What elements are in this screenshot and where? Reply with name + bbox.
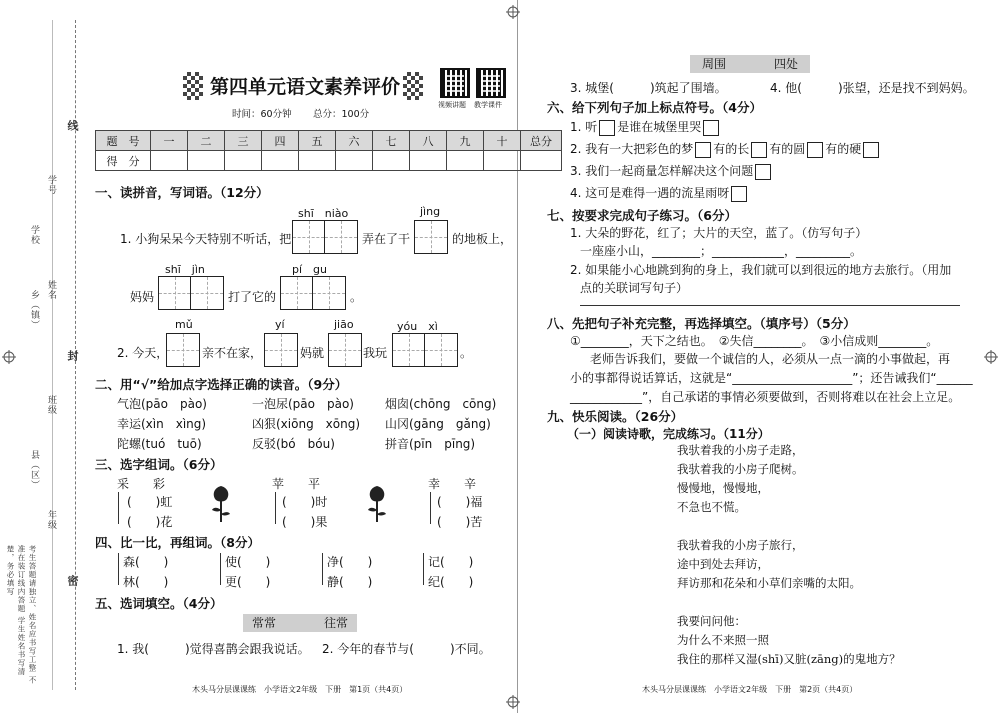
poem bbox=[677, 441, 901, 669]
score-table-score-row bbox=[96, 151, 562, 171]
registration-mark-icon bbox=[2, 350, 16, 364]
registration-mark-icon bbox=[506, 5, 520, 19]
section-7-heading: 七、按要求完成句子练习。（6分） bbox=[547, 208, 737, 223]
score-cell[interactable] bbox=[225, 151, 262, 171]
pinyin-pigu: pí gu bbox=[292, 263, 327, 276]
fill-item[interactable]: ( )果 bbox=[282, 515, 328, 529]
field-school: 学校 bbox=[29, 225, 39, 245]
pinyin-youxi: yóu xì bbox=[397, 320, 438, 333]
s7-question-1: 1. 大朵的野花，红了；大片的天空，蓝了。（仿写句子） bbox=[570, 226, 868, 240]
field-class: 班级 bbox=[46, 395, 56, 415]
score-table-header-row bbox=[96, 131, 562, 151]
score-header-cell: 七 bbox=[373, 131, 410, 151]
section-6-heading: 六、给下列句子加上标点符号。（4分） bbox=[547, 100, 762, 115]
score-table bbox=[95, 130, 562, 171]
s1-line3-part5: 。 bbox=[460, 346, 473, 360]
s6-q4-text: 4. 这可是难得一遇的流星雨呀 bbox=[570, 186, 730, 200]
poem-line: 我要问问他： bbox=[677, 614, 746, 628]
poem-line bbox=[677, 517, 901, 536]
compare-item[interactable]: 纪( ) bbox=[428, 575, 474, 589]
pronunciation-item[interactable]: 气泡(pāo pào) bbox=[117, 397, 207, 411]
s8-passage-2[interactable]: 小的事都得说话算话，这就是“____________________”；还告诫我们“______ bbox=[570, 371, 973, 385]
char-pair-cai: 采 彩 bbox=[117, 477, 166, 491]
pinyin-yi: yí bbox=[275, 318, 285, 331]
s6-q3-text: 3. 我们一起商量怎样解决这个问题 bbox=[570, 164, 754, 178]
score-header-cell: 题 号 bbox=[96, 131, 151, 151]
compare-item[interactable]: 记( ) bbox=[428, 555, 474, 569]
fill-item[interactable]: ( )福 bbox=[437, 495, 483, 509]
score-header-cell: 总分 bbox=[521, 131, 562, 151]
answer-box-shijin[interactable] bbox=[158, 276, 224, 310]
section-4-heading: 四、比一比，再组词。（8分） bbox=[95, 535, 260, 550]
compare-item[interactable]: 森( ) bbox=[123, 555, 169, 569]
section-9-heading: 九、快乐阅读。（26分） bbox=[547, 409, 684, 424]
compare-item[interactable]: 净( ) bbox=[327, 555, 373, 569]
s1-line2-part1: 妈妈 bbox=[130, 290, 155, 304]
exam-total: 总分：100分 bbox=[313, 109, 370, 120]
s6-q2-text-b: 有的长 bbox=[713, 142, 750, 156]
binding-line-char: 线 bbox=[66, 120, 79, 132]
s1-line3-part2: 亲不在家， bbox=[202, 346, 263, 360]
pronunciation-item[interactable]: 凶狠(xiōng xōng) bbox=[252, 417, 361, 431]
poem-line: 拜访那和花朵和小草们亲嘴的太阳。 bbox=[677, 576, 861, 590]
field-name: 姓名 bbox=[46, 280, 56, 300]
poem-line: 慢慢地，慢慢地， bbox=[677, 481, 769, 495]
s5-question-1[interactable]: 1. 我( )觉得喜鹊会跟我说话。 bbox=[117, 642, 310, 656]
s5-question-3[interactable]: 3. 城堡( )筑起了围墙。 bbox=[570, 81, 727, 95]
field-township: 乡（镇） bbox=[29, 290, 39, 330]
exam-time: 时间：60分钟 bbox=[232, 109, 292, 120]
page-footer-left: 木头马分层课课练 小学语文2年级 下册 第1页（共4页） bbox=[192, 685, 408, 694]
rose-icon bbox=[364, 484, 390, 524]
section-1-heading: 一、读拼音，写词语。（12分） bbox=[95, 185, 269, 200]
s1-line2-part2: 打了它的 bbox=[228, 290, 277, 304]
punctuation-box[interactable] bbox=[751, 142, 767, 158]
registration-mark-icon bbox=[506, 695, 520, 709]
binding-solid-line bbox=[52, 20, 53, 690]
binding-notice: 考生答题请独立、姓名应书写工整 不准在装订线内答题 学生姓名书写清楚，务必填写 bbox=[6, 545, 37, 685]
page-footer-right: 木头马分层课课练 小学语文2年级 下册 第2页（共4页） bbox=[642, 685, 858, 694]
s1-line3-part3: 妈就 bbox=[300, 346, 325, 360]
brace-middle bbox=[275, 492, 280, 524]
poem-line: 途中到处去拜访， bbox=[677, 557, 769, 571]
s6-question-3 bbox=[570, 162, 773, 180]
s8-options[interactable]: ①________，天下之结也。 ②失信________。 ③小信成则________。 bbox=[570, 334, 939, 348]
score-cell[interactable] bbox=[299, 151, 336, 171]
score-header-cell: 二 bbox=[188, 131, 225, 151]
score-cell[interactable] bbox=[373, 151, 410, 171]
score-header-cell: 六 bbox=[336, 131, 373, 151]
char-pair-ping: 苹 平 bbox=[272, 477, 321, 491]
s6-q2-text-a: 2. 我有一大把彩色的梦 bbox=[570, 142, 694, 156]
score-cell[interactable] bbox=[262, 151, 299, 171]
s6-q1-text-b: 是谁在城堡里哭 bbox=[617, 120, 702, 134]
word-bank-2: 周围 四处 bbox=[690, 55, 810, 73]
page-divider bbox=[517, 0, 518, 713]
score-header-cell: 八 bbox=[410, 131, 447, 151]
compare-item[interactable]: 使( ) bbox=[225, 555, 271, 569]
s5-question-4[interactable]: 4. 他( )张望，还是找不到妈妈。 bbox=[770, 81, 975, 95]
score-row-label: 得 分 bbox=[96, 151, 151, 171]
pinyin-jiao: jiāo bbox=[334, 318, 354, 331]
pinyin-jing: jìng bbox=[420, 205, 441, 218]
word-bank-1: 常常 往常 bbox=[243, 614, 357, 632]
pronunciation-item[interactable]: 一泡尿(pāo pào) bbox=[252, 397, 354, 411]
s7-answer-line[interactable] bbox=[580, 305, 960, 306]
score-cell[interactable] bbox=[447, 151, 484, 171]
score-header-cell: 三 bbox=[225, 131, 262, 151]
s6-q2-text-d: 有的硬 bbox=[825, 142, 862, 156]
pronunciation-item[interactable]: 山冈(gāng gǎng) bbox=[385, 417, 491, 431]
fill-item[interactable]: ( )花 bbox=[127, 515, 173, 529]
pronunciation-item[interactable]: 幸运(xìn xìng) bbox=[117, 417, 207, 431]
compare-item[interactable]: 林( ) bbox=[123, 575, 169, 589]
punctuation-box[interactable] bbox=[807, 142, 823, 158]
pinyin-mu: mǔ bbox=[175, 318, 193, 331]
answer-box-mu[interactable] bbox=[166, 333, 200, 367]
pronunciation-item[interactable]: 反驳(bó bóu) bbox=[252, 437, 335, 451]
s1-line1-part2: 弄在了干 bbox=[362, 232, 411, 246]
fill-item[interactable]: ( )苦 bbox=[437, 515, 483, 529]
s1-line2-part3: 。 bbox=[350, 290, 363, 304]
answer-box-shiniao[interactable] bbox=[292, 220, 358, 254]
pronunciation-item[interactable]: 陀螺(tuó tuō) bbox=[117, 437, 202, 451]
poem-line: 为什么不来照一照 bbox=[677, 633, 769, 647]
punctuation-box[interactable] bbox=[863, 142, 879, 158]
rose-icon bbox=[208, 484, 234, 524]
section-9-subheading: （一）阅读诗歌，完成练习。（11分） bbox=[567, 427, 770, 441]
s7-question-2-cont: 点的关联词写句子） bbox=[580, 281, 689, 295]
poem-line: 我驮着我的小房子走路， bbox=[677, 443, 804, 457]
answer-box-pigu[interactable] bbox=[280, 276, 346, 310]
poem-line: 我驮着我的小房子旅行， bbox=[677, 538, 804, 552]
qr-label-courseware: 教学课件 bbox=[474, 101, 502, 109]
score-cell[interactable] bbox=[151, 151, 188, 171]
qr-code-courseware[interactable] bbox=[476, 68, 506, 98]
score-cell[interactable] bbox=[410, 151, 447, 171]
section-8-heading: 八、先把句子补充完整，再选择填空。（填序号）（5分） bbox=[547, 316, 856, 331]
s1-line3-part4: 我玩 bbox=[363, 346, 388, 360]
registration-mark-icon bbox=[984, 350, 998, 364]
s5-question-2[interactable]: 2. 今年的春节与( )不同。 bbox=[322, 642, 491, 656]
score-header-cell: 一 bbox=[151, 131, 188, 151]
field-county: 县（区） bbox=[29, 450, 39, 490]
s6-q1-text-a: 1. 听 bbox=[570, 120, 598, 134]
pronunciation-item[interactable]: 烟囱(chōng cōng) bbox=[385, 397, 497, 411]
s8-passage-3[interactable]: ____________”，自己承诺的事情必须要做到，否则将难以在社会上立足。 bbox=[570, 390, 961, 404]
score-header-cell: 九 bbox=[447, 131, 484, 151]
section-2-heading: 二、用“√”给加点字选择正确的读音。（9分） bbox=[95, 377, 348, 392]
fill-item[interactable]: ( )时 bbox=[282, 495, 328, 509]
char-pair-xing: 幸 辛 bbox=[428, 477, 477, 491]
punctuation-box[interactable] bbox=[695, 142, 711, 158]
field-student-id: 学号 bbox=[46, 175, 56, 195]
fill-item[interactable]: ( )虹 bbox=[127, 495, 173, 509]
answer-box-yi[interactable] bbox=[264, 333, 298, 367]
pinyin-shiniao: shī niào bbox=[298, 207, 349, 220]
section-5-heading: 五、选词填空。（4分） bbox=[95, 596, 223, 611]
punctuation-box[interactable] bbox=[703, 120, 719, 136]
score-header-cell: 四 bbox=[262, 131, 299, 151]
answer-box-jiao[interactable] bbox=[328, 333, 362, 367]
qr-code-video[interactable] bbox=[440, 68, 470, 98]
title-decoration-left bbox=[183, 72, 203, 100]
s6-question-1 bbox=[570, 118, 721, 136]
title-decoration-right bbox=[403, 72, 423, 100]
score-header-cell: 十 bbox=[484, 131, 521, 151]
s1-line1-part1: 1. 小狗呆呆今天特别不听话，把 bbox=[120, 232, 292, 246]
punctuation-box[interactable] bbox=[599, 120, 615, 136]
s6-q2-text-c: 有的圆 bbox=[769, 142, 806, 156]
answer-box-youxi[interactable] bbox=[392, 333, 458, 367]
compare-item[interactable]: 更( ) bbox=[225, 575, 271, 589]
punctuation-box[interactable] bbox=[755, 164, 771, 180]
s6-question-2 bbox=[570, 140, 881, 158]
poem-line: 我驮着我的小房子爬树。 bbox=[677, 462, 804, 476]
qr-label-video: 视频讲题 bbox=[438, 101, 466, 109]
s7-question-2: 2. 如果能小心地跳到狗的身上，我们就可以到很远的地方去旅行。（用加 bbox=[570, 263, 952, 277]
s6-question-4 bbox=[570, 184, 749, 202]
poem-line: 我住的那样又湿(shī)又脏(zāng)的鬼地方？ bbox=[677, 652, 901, 666]
field-grade: 年级 bbox=[46, 510, 56, 530]
page-title: 第四单元语文素养评价 bbox=[210, 76, 401, 98]
punctuation-box[interactable] bbox=[731, 186, 747, 202]
s8-passage-1: 老师告诉我们，要做一个诚信的人，必须从一点一滴的小事做起，再 bbox=[590, 352, 951, 366]
score-cell[interactable] bbox=[484, 151, 521, 171]
score-cell[interactable] bbox=[336, 151, 373, 171]
binding-seal-char: 封 bbox=[66, 350, 79, 362]
section-3-heading: 三、选字组词。（6分） bbox=[95, 457, 223, 472]
pinyin-shijin: shī jìn bbox=[165, 263, 205, 276]
score-cell[interactable] bbox=[521, 151, 562, 171]
s7-answer-1[interactable]: 一座座小山，________；____________，_________。 bbox=[580, 244, 863, 258]
binding-secret-char: 密 bbox=[66, 575, 79, 587]
score-cell[interactable] bbox=[188, 151, 225, 171]
brace-right bbox=[430, 492, 435, 524]
s1-line1-part3: 的地板上， bbox=[452, 232, 513, 246]
brace-left bbox=[118, 492, 123, 524]
pronunciation-item[interactable]: 拼音(pīn pīng) bbox=[385, 437, 476, 451]
s1-line3-part1: 2. 今天， bbox=[117, 346, 169, 360]
answer-box-jing[interactable] bbox=[414, 220, 448, 254]
compare-item[interactable]: 静( ) bbox=[327, 575, 373, 589]
score-header-cell: 五 bbox=[299, 131, 336, 151]
poem-line: 不急也不慌。 bbox=[677, 500, 746, 514]
poem-line bbox=[677, 593, 901, 612]
